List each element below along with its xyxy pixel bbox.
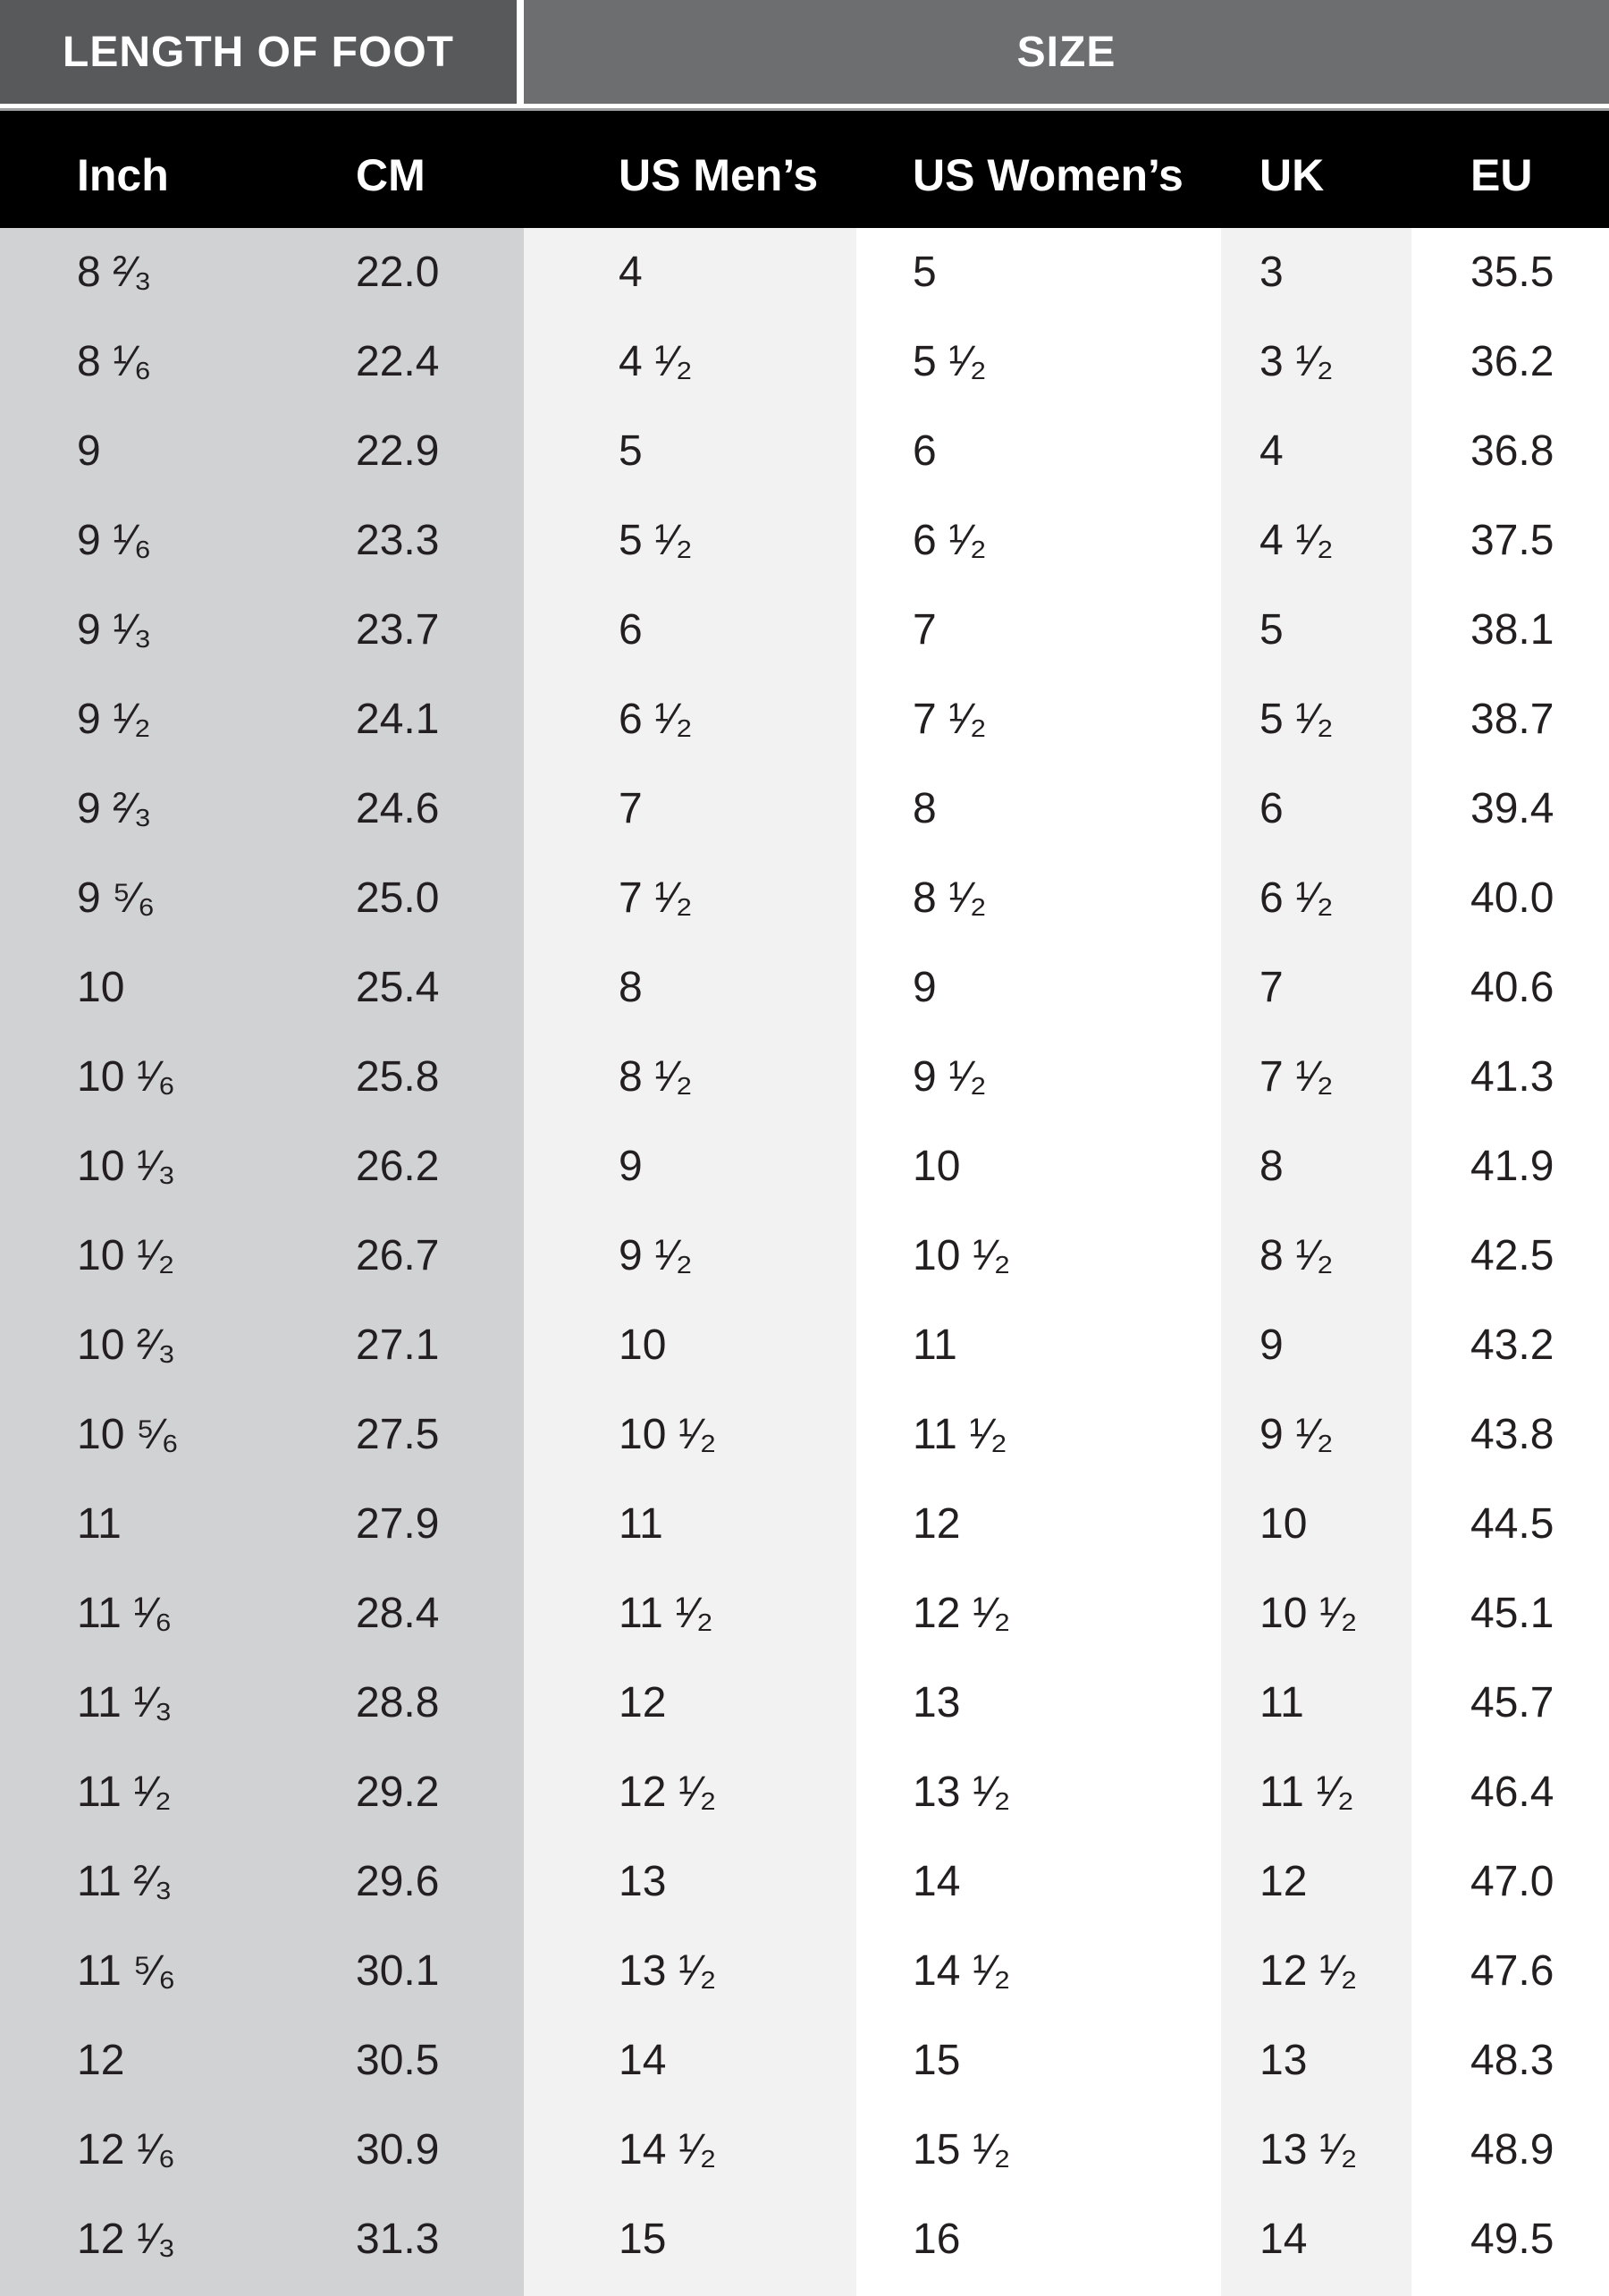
size-header: SIZE (524, 0, 1609, 104)
cell-us-womens: 7 (913, 606, 937, 654)
table-row (0, 764, 1609, 854)
table-row (0, 1033, 1609, 1122)
cell-cm: 27.1 (356, 1321, 440, 1369)
cell-us-womens: 7 ¹⁄₂ (913, 696, 987, 743)
table-row (0, 1122, 1609, 1211)
cell-inch: 8 ²⁄₃ (77, 249, 152, 296)
column-header-eu: EU (1470, 149, 1533, 200)
cell-uk: 4 ¹⁄₂ (1259, 517, 1334, 564)
cell-uk: 10 (1259, 1500, 1308, 1548)
cell-us-mens: 7 (619, 785, 643, 832)
cell-us-womens: 15 (913, 2037, 961, 2084)
cell-uk: 5 (1259, 606, 1284, 654)
cell-inch: 9 ⁵⁄₆ (77, 874, 156, 922)
cell-us-womens: 14 (913, 1858, 961, 1905)
table-row (0, 1390, 1609, 1480)
cell-uk: 14 (1259, 2216, 1308, 2263)
cell-us-mens: 13 (619, 1858, 667, 1905)
cell-cm: 31.3 (356, 2216, 440, 2263)
table-row (0, 675, 1609, 764)
cell-inch: 10 ¹⁄₃ (77, 1143, 176, 1190)
cell-uk: 7 (1259, 964, 1284, 1011)
cell-cm: 29.6 (356, 1858, 440, 1905)
cell-us-mens: 11 ¹⁄₂ (619, 1590, 713, 1637)
cell-uk: 6 ¹⁄₂ (1259, 874, 1334, 922)
cell-us-mens: 14 (619, 2037, 667, 2084)
table-row (0, 1659, 1609, 1748)
cell-eu: 39.4 (1470, 785, 1554, 832)
cell-uk: 4 (1259, 427, 1284, 475)
cell-cm: 22.0 (356, 249, 440, 296)
cell-inch: 9 ¹⁄₆ (77, 517, 152, 564)
table-row (0, 1837, 1609, 1927)
cell-inch: 11 ¹⁄₃ (77, 1679, 173, 1726)
cell-us-mens: 6 (619, 606, 643, 654)
cell-us-mens: 15 (619, 2216, 667, 2263)
cell-eu: 40.0 (1470, 874, 1554, 922)
cell-eu: 47.0 (1470, 1858, 1554, 1905)
table-body (0, 228, 1609, 2284)
cell-uk: 8 (1259, 1143, 1284, 1190)
cell-inch: 11 ¹⁄₆ (77, 1590, 173, 1637)
table-row (0, 1927, 1609, 2016)
column-header-us-womens: US Women’s (913, 149, 1184, 200)
table-row (0, 2106, 1609, 2195)
table-row (0, 1748, 1609, 1837)
cell-us-mens: 8 ¹⁄₂ (619, 1053, 693, 1101)
table-row (0, 1480, 1609, 1569)
cell-eu: 45.7 (1470, 1679, 1554, 1726)
table-row (0, 1301, 1609, 1390)
cell-eu: 43.8 (1470, 1411, 1554, 1458)
cell-uk: 10 ¹⁄₂ (1259, 1590, 1358, 1637)
cell-eu: 35.5 (1470, 249, 1554, 296)
cell-us-womens: 5 ¹⁄₂ (913, 338, 987, 385)
cell-cm: 27.5 (356, 1411, 440, 1458)
cell-cm: 28.4 (356, 1590, 440, 1637)
cell-cm: 25.4 (356, 964, 440, 1011)
table-row (0, 943, 1609, 1033)
cell-eu: 38.7 (1470, 696, 1554, 743)
table-row (0, 2016, 1609, 2106)
cell-inch: 11 ²⁄₃ (77, 1858, 173, 1905)
cell-uk: 9 (1259, 1321, 1284, 1369)
cell-cm: 23.3 (356, 517, 440, 564)
cell-inch: 12 ¹⁄₆ (77, 2126, 176, 2174)
cell-uk: 7 ¹⁄₂ (1259, 1053, 1334, 1101)
cell-inch: 10 ¹⁄₂ (77, 1232, 175, 1279)
cell-uk: 9 ¹⁄₂ (1259, 1411, 1334, 1458)
cell-us-womens: 8 (913, 785, 937, 832)
column-header-uk: UK (1259, 149, 1325, 200)
length-of-foot-header: LENGTH OF FOOT (0, 0, 517, 104)
table-row (0, 317, 1609, 407)
table-row (0, 496, 1609, 586)
cell-us-womens: 8 ¹⁄₂ (913, 874, 987, 922)
cell-cm: 25.0 (356, 874, 440, 922)
cell-uk: 3 ¹⁄₂ (1259, 338, 1334, 385)
cell-uk: 12 (1259, 1858, 1308, 1905)
cell-eu: 36.8 (1470, 427, 1554, 475)
column-header-us-mens: US Men’s (619, 149, 819, 200)
cell-us-womens: 6 (913, 427, 937, 475)
cell-inch: 11 (77, 1500, 122, 1548)
cell-us-womens: 6 ¹⁄₂ (913, 517, 987, 564)
group-header-divider (517, 0, 524, 107)
cell-uk: 8 ¹⁄₂ (1259, 1232, 1334, 1279)
cell-uk: 13 ¹⁄₂ (1259, 2126, 1358, 2174)
cell-us-womens: 10 ¹⁄₂ (913, 1232, 1011, 1279)
cell-us-mens: 9 (619, 1143, 643, 1190)
cell-inch: 8 ¹⁄₆ (77, 338, 152, 385)
cell-uk: 3 (1259, 249, 1284, 296)
cell-uk: 13 (1259, 2037, 1308, 2084)
cell-eu: 43.2 (1470, 1321, 1554, 1369)
cell-us-womens: 9 ¹⁄₂ (913, 1053, 987, 1101)
cell-us-womens: 13 (913, 1679, 961, 1726)
cell-us-womens: 12 (913, 1500, 961, 1548)
cell-eu: 41.9 (1470, 1143, 1554, 1190)
cell-us-womens: 5 (913, 249, 937, 296)
cell-us-mens: 13 ¹⁄₂ (619, 1947, 717, 1995)
column-header-cm: CM (356, 149, 425, 200)
cell-us-mens: 4 (619, 249, 643, 296)
cell-eu: 45.1 (1470, 1590, 1554, 1637)
cell-eu: 48.3 (1470, 2037, 1554, 2084)
cell-cm: 23.7 (356, 606, 440, 654)
cell-us-mens: 4 ¹⁄₂ (619, 338, 693, 385)
cell-cm: 30.5 (356, 2037, 440, 2084)
cell-us-womens: 15 ¹⁄₂ (913, 2126, 1011, 2174)
cell-us-mens: 5 (619, 427, 643, 475)
cell-cm: 24.6 (356, 785, 440, 832)
cell-cm: 24.1 (356, 696, 440, 743)
cell-cm: 22.4 (356, 338, 440, 385)
cell-cm: 30.9 (356, 2126, 440, 2174)
cell-us-womens: 10 (913, 1143, 961, 1190)
cell-uk: 6 (1259, 785, 1284, 832)
cell-inch: 11 ¹⁄₂ (77, 1768, 172, 1816)
cell-eu: 38.1 (1470, 606, 1554, 654)
cell-uk: 12 ¹⁄₂ (1259, 1947, 1358, 1995)
cell-cm: 30.1 (356, 1947, 440, 1995)
cell-cm: 28.8 (356, 1679, 440, 1726)
cell-cm: 25.8 (356, 1053, 440, 1101)
cell-us-womens: 12 ¹⁄₂ (913, 1590, 1011, 1637)
cell-inch: 10 ²⁄₃ (77, 1321, 176, 1369)
table-row (0, 854, 1609, 943)
table-row (0, 228, 1609, 317)
cell-eu: 40.6 (1470, 964, 1554, 1011)
cell-us-mens: 14 ¹⁄₂ (619, 2126, 717, 2174)
cell-eu: 37.5 (1470, 517, 1554, 564)
cell-eu: 48.9 (1470, 2126, 1554, 2174)
cell-inch: 10 ¹⁄₆ (77, 1053, 176, 1101)
cell-eu: 36.2 (1470, 338, 1554, 385)
cell-us-mens: 6 ¹⁄₂ (619, 696, 693, 743)
cell-inch: 10 ⁵⁄₆ (77, 1411, 179, 1458)
cell-cm: 27.9 (356, 1500, 440, 1548)
table-row (0, 2195, 1609, 2284)
cell-eu: 41.3 (1470, 1053, 1554, 1101)
cell-us-mens: 9 ¹⁄₂ (619, 1232, 693, 1279)
cell-eu: 46.4 (1470, 1768, 1554, 1816)
group-header-row (0, 0, 1609, 104)
cell-inch: 11 ⁵⁄₆ (77, 1947, 176, 1995)
table-row (0, 586, 1609, 675)
cell-us-mens: 8 (619, 964, 643, 1011)
cell-cm: 22.9 (356, 427, 440, 475)
cell-cm: 26.2 (356, 1143, 440, 1190)
cell-us-womens: 11 ¹⁄₂ (913, 1411, 1007, 1458)
cell-inch: 9 (77, 427, 101, 475)
cell-cm: 26.7 (356, 1232, 440, 1279)
cell-us-womens: 9 (913, 964, 937, 1011)
cell-us-mens: 11 (619, 1500, 663, 1548)
cell-us-womens: 16 (913, 2216, 961, 2263)
table-row (0, 407, 1609, 496)
table-row (0, 1569, 1609, 1659)
cell-inch: 12 (77, 2037, 125, 2084)
cell-eu: 42.5 (1470, 1232, 1554, 1279)
cell-us-mens: 12 ¹⁄₂ (619, 1768, 717, 1816)
cell-us-mens: 12 (619, 1679, 667, 1726)
cell-us-mens: 10 ¹⁄₂ (619, 1411, 717, 1458)
cell-cm: 29.2 (356, 1768, 440, 1816)
table-row (0, 1211, 1609, 1301)
cell-us-mens: 7 ¹⁄₂ (619, 874, 693, 922)
cell-us-womens: 11 (913, 1321, 957, 1369)
cell-inch: 9 ²⁄₃ (77, 785, 152, 832)
cell-inch: 10 (77, 964, 125, 1011)
cell-inch: 9 ¹⁄₃ (77, 606, 152, 654)
cell-eu: 49.5 (1470, 2216, 1554, 2263)
column-header-inch: Inch (77, 149, 169, 200)
cell-us-mens: 5 ¹⁄₂ (619, 517, 693, 564)
cell-us-womens: 14 ¹⁄₂ (913, 1947, 1011, 1995)
cell-uk: 5 ¹⁄₂ (1259, 696, 1334, 743)
cell-eu: 44.5 (1470, 1500, 1554, 1548)
cell-us-womens: 13 ¹⁄₂ (913, 1768, 1011, 1816)
cell-inch: 9 ¹⁄₂ (77, 696, 151, 743)
cell-us-mens: 10 (619, 1321, 667, 1369)
cell-uk: 11 ¹⁄₂ (1259, 1768, 1354, 1816)
cell-eu: 47.6 (1470, 1947, 1554, 1995)
cell-inch: 12 ¹⁄₃ (77, 2216, 176, 2263)
cell-uk: 11 (1259, 1679, 1304, 1726)
